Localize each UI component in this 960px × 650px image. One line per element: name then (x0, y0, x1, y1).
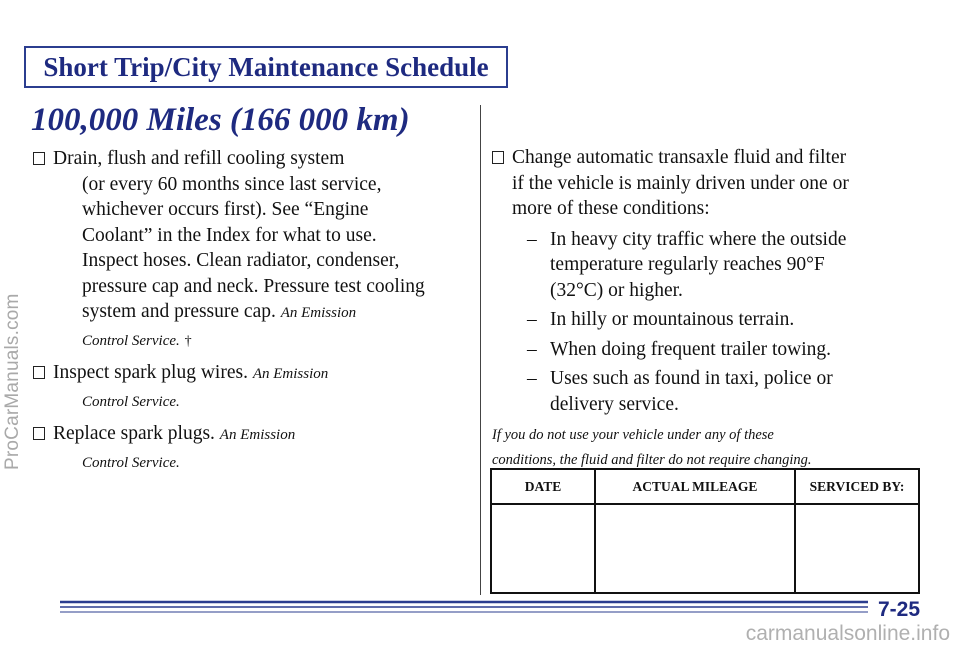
condition-text: When doing frequent trailer towing. (550, 338, 832, 360)
schedule-header-title: Short Trip/City Maintenance Schedule (43, 51, 489, 82)
item-line-text: system and pressure cap. (82, 301, 276, 322)
condition-item (492, 307, 932, 333)
item-line: whichever occurs first). See “Engine (82, 199, 369, 220)
item-line: if the vehicle is mainly driven under one or (512, 172, 849, 194)
condition-item (492, 337, 932, 363)
item-line-last (53, 299, 478, 327)
actual-mileage-header: ACTUAL MILEAGE (595, 469, 795, 504)
item-line: pressure cap and neck. Pressure test cooling (82, 275, 425, 297)
date-cell[interactable] (491, 504, 595, 593)
cooling-system-checkbox[interactable] (33, 152, 45, 165)
note-line: conditions, the fluid and filter do not require changing. (492, 452, 812, 468)
serviced-by-cell[interactable] (795, 504, 919, 593)
dash-bullet: – (527, 309, 537, 330)
cooling-system-item (33, 146, 478, 354)
page-number: 7-25 (877, 598, 920, 621)
emission-note: Control Service. (82, 332, 180, 349)
item-line: Change automatic transaxle fluid and filter (512, 147, 847, 168)
conditions-note (492, 423, 932, 473)
emission-note-line (53, 449, 478, 477)
spark-plug-wires-checkbox[interactable] (33, 366, 45, 379)
service-record-table (490, 468, 920, 594)
right-column (492, 145, 932, 473)
note-line: If you do not use your vehicle under any of these (492, 427, 774, 443)
conditions-list (492, 227, 932, 418)
condition-text: In heavy city traffic where the outside (550, 228, 847, 250)
emission-note: An Emission (280, 305, 357, 321)
emission-note: An Emission (219, 427, 296, 443)
condition-item (492, 227, 932, 253)
date-header: DATE (491, 469, 595, 504)
transaxle-fluid-item (492, 145, 932, 222)
item-line: (or every 60 months since last service, (82, 173, 382, 195)
condition-text: Uses such as found in taxi, police or (550, 368, 833, 389)
emission-note: An Emission (252, 366, 329, 382)
condition-text: (32°C) or higher. (550, 279, 683, 301)
condition-text: In hilly or mountainous terrain. (550, 309, 795, 330)
emission-note-line (53, 388, 478, 416)
item-line: Inspect hoses. Clean radiator, condenser, (82, 250, 400, 271)
side-watermark: ProCarManuals.com (2, 293, 23, 470)
dagger-mark: † (184, 333, 192, 349)
table-header-row (491, 469, 919, 504)
emission-note: Control Service. (82, 454, 180, 471)
schedule-header (24, 46, 508, 88)
spark-plug-wires-item (33, 360, 478, 415)
spark-plugs-checkbox[interactable] (33, 427, 45, 440)
transaxle-fluid-checkbox[interactable] (492, 151, 504, 164)
item-line: Drain, flush and refill cooling system (53, 148, 345, 169)
item-line (53, 421, 478, 449)
actual-mileage-cell[interactable] (595, 504, 795, 593)
left-column (33, 146, 478, 482)
dash-bullet: – (527, 338, 537, 360)
item-line-text: Replace spark plugs. (53, 423, 215, 444)
emission-note: Control Service. (82, 393, 180, 410)
table-row (491, 504, 919, 593)
item-line-text: Inspect spark plug wires. (53, 362, 248, 383)
item-line: more of these conditions: (512, 198, 710, 219)
dash-bullet: – (527, 228, 537, 250)
condition-text: delivery service. (550, 393, 679, 415)
condition-item (492, 366, 932, 392)
item-line (53, 360, 478, 388)
section-title: 100,000 Miles (166 000 km) (31, 102, 410, 138)
condition-text: temperature regularly reaches 90°F (550, 254, 825, 275)
bottom-watermark: carmanualsonline.info (745, 622, 950, 645)
column-divider (480, 105, 481, 595)
spark-plugs-item (33, 421, 478, 476)
emission-note-line (53, 327, 478, 355)
item-line: Coolant” in the Index for what to use. (82, 224, 377, 246)
dash-bullet: – (527, 368, 537, 389)
serviced-by-header: SERVICED BY: (795, 469, 919, 504)
